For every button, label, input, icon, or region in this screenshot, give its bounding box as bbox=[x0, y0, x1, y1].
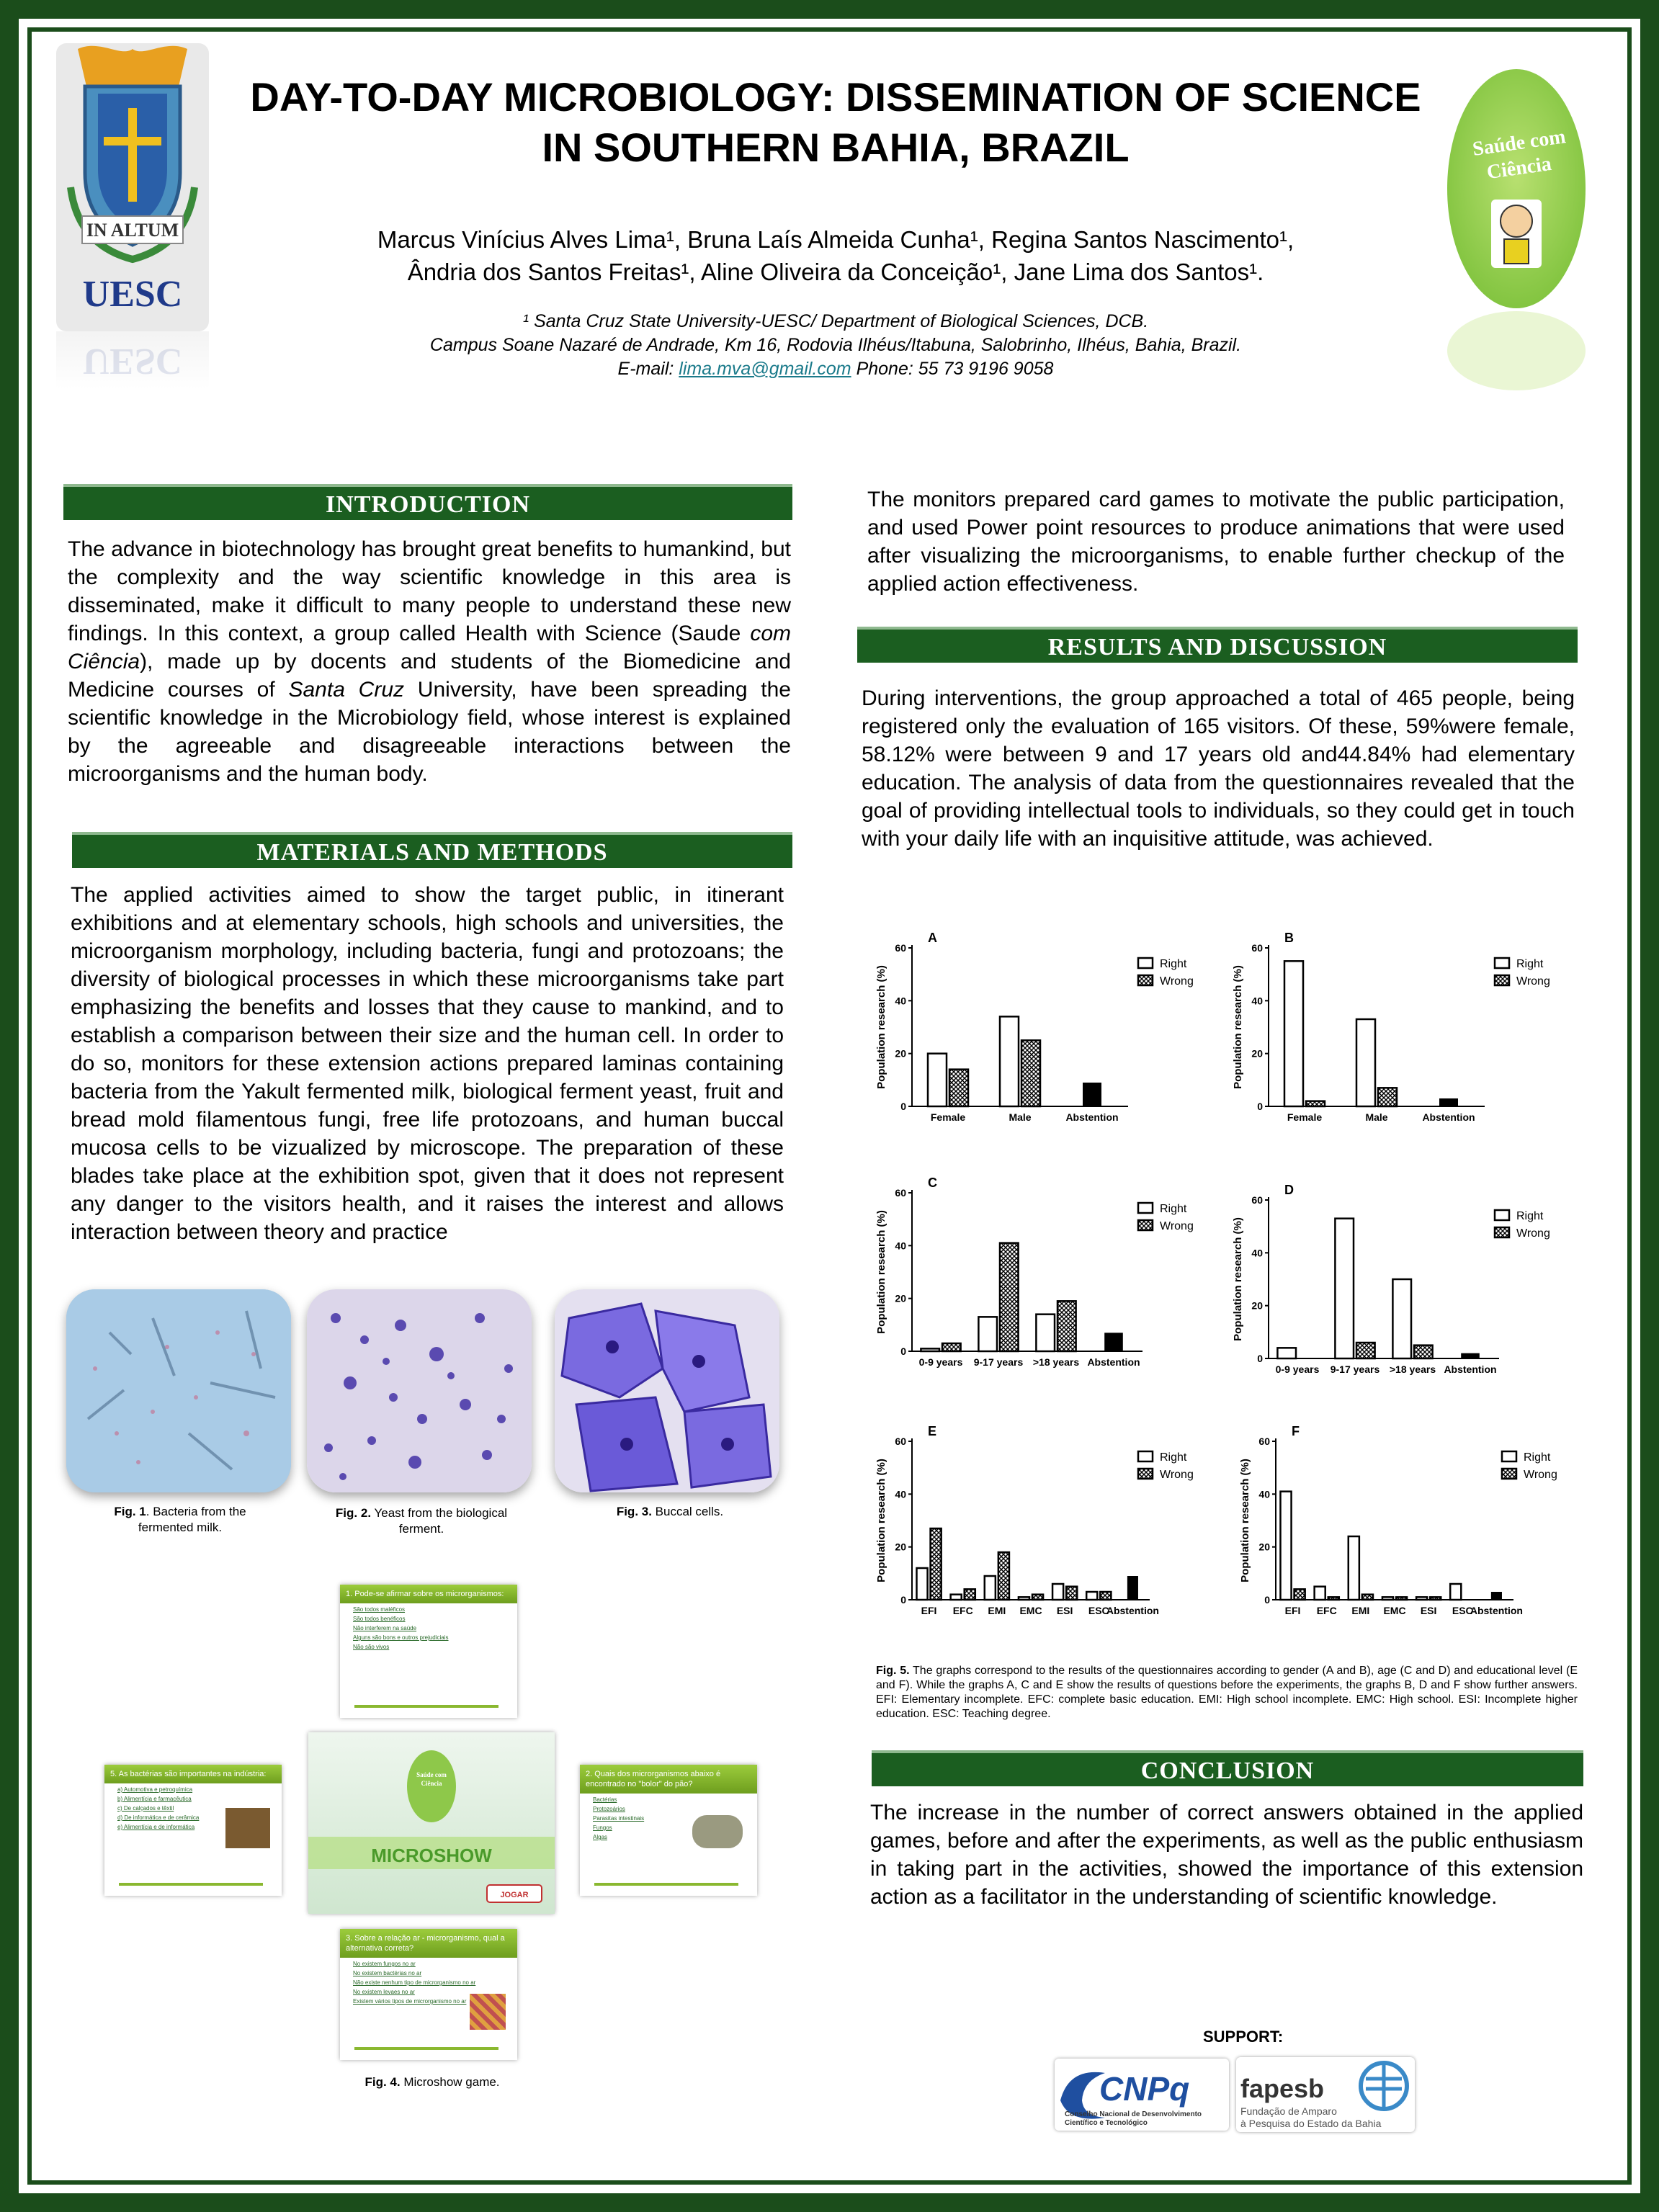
chart-bar-abstention bbox=[1439, 1098, 1458, 1106]
slide-2-title: 2. Quais dos microrganismos abaixo é encontrado no "bolor" do pão? bbox=[580, 1765, 757, 1794]
slide-question-5 bbox=[104, 1765, 282, 1896]
slide-5-option: d) De informática e de cerâmica bbox=[117, 1814, 200, 1821]
fapesb-sub2: à Pesquisa do Estado da Bahia bbox=[1240, 2118, 1382, 2129]
chart-bar-right bbox=[1416, 1597, 1427, 1600]
chart-bar-wrong bbox=[1328, 1597, 1339, 1600]
slide-3-option: No existem levaes no ar bbox=[353, 1989, 415, 1995]
chart-c bbox=[872, 1174, 1217, 1390]
chart-x-tick-label: >18 years bbox=[1389, 1364, 1436, 1375]
chart-bar-wrong bbox=[965, 1589, 975, 1600]
introduction-text bbox=[68, 535, 791, 788]
chart-bar-right bbox=[1349, 1536, 1359, 1600]
slide-1-title: 1. Pode-se afirmar sobre os microrganismos: bbox=[340, 1585, 517, 1603]
chart-svg bbox=[872, 1423, 1217, 1639]
chart-y-tick-label: 20 bbox=[1251, 1047, 1263, 1060]
bacteria-micrograph bbox=[66, 1289, 291, 1492]
chart-legend-label: Right bbox=[1524, 1451, 1551, 1464]
chart-bar-right bbox=[985, 1576, 996, 1600]
cnpq-logo bbox=[1055, 2059, 1229, 2131]
slide-1-option: Não interferem na saúde bbox=[353, 1625, 417, 1631]
uesc-logo bbox=[56, 43, 209, 389]
chart-svg bbox=[872, 929, 1217, 1145]
chart-y-tick-label: 0 bbox=[900, 1345, 906, 1357]
chart-legend-swatch bbox=[1138, 1451, 1153, 1461]
slide-5-title: 5. As bactérias são importantes na indústria: bbox=[104, 1765, 282, 1783]
slide-1-option: São todos benéficos bbox=[353, 1616, 406, 1622]
chart-x-tick-label: EMC bbox=[1019, 1605, 1042, 1616]
chart-y-axis-label: Population research (%) bbox=[875, 1459, 887, 1582]
chart-bar-wrong bbox=[1306, 1101, 1325, 1106]
chart-y-tick-label: 60 bbox=[895, 1187, 906, 1199]
chart-bar-wrong bbox=[1032, 1595, 1043, 1600]
conclusion-text: The increase in the number of correct answers obtained in the applied games, before and after the experiments, as well as the public enthusiasm in taking part in the activities, showed the importance of this extension action as a facilitator in the understanding of scientific knowledge. bbox=[870, 1801, 1583, 1909]
chart-legend-swatch bbox=[1495, 1210, 1509, 1220]
uesc-name: UESC bbox=[82, 274, 183, 315]
chart-legend-label: Right bbox=[1160, 1203, 1187, 1215]
slide-2-option: Bactérias bbox=[593, 1796, 617, 1803]
cnpq-sub1: Conselho Nacional de Desenvolvimento bbox=[1065, 2110, 1202, 2118]
chart-panel-letter: B bbox=[1284, 931, 1294, 945]
chart-bar-right bbox=[1280, 1492, 1291, 1600]
chart-bar-right bbox=[1277, 1348, 1296, 1358]
methods-continued-text: The monitors prepared card games to motivate the public participation, and used Power point resources to produce animations that were used after visualizing the microorganisms, to enable further checkup of the applied action effectiveness. bbox=[867, 488, 1565, 596]
fig4-caption: Fig. 4. Microshow game. bbox=[365, 2075, 500, 2089]
chart-bar-right bbox=[1356, 1019, 1375, 1106]
chart-x-tick-label: Male bbox=[1365, 1111, 1388, 1123]
slide-2-option: Protozoários bbox=[593, 1806, 625, 1812]
chart-x-tick-label: Abstention bbox=[1444, 1364, 1497, 1375]
introduction-heading: INTRODUCTION bbox=[63, 484, 792, 520]
chart-legend-label: Wrong bbox=[1160, 1469, 1194, 1481]
chart-y-tick-label: 0 bbox=[900, 1101, 906, 1112]
buccal-cells-micrograph bbox=[555, 1289, 779, 1492]
chart-bar-right bbox=[1019, 1597, 1029, 1600]
chart-bar-wrong bbox=[1000, 1243, 1019, 1351]
chart-x-tick-label: 0-9 years bbox=[918, 1356, 963, 1368]
fapesb-name: fapesb bbox=[1240, 2074, 1325, 2103]
slide-2-option: Algas bbox=[593, 1834, 608, 1840]
support-label: SUPPORT: bbox=[1203, 2028, 1284, 2046]
saude-logo-line1: Saúde com bbox=[1471, 125, 1568, 161]
chart-y-tick-label: 20 bbox=[895, 1541, 906, 1553]
chart-bar-wrong bbox=[1057, 1301, 1076, 1351]
chart-y-tick-label: 20 bbox=[895, 1292, 906, 1304]
chart-bar-wrong bbox=[1021, 1040, 1040, 1106]
chart-bar-right bbox=[1335, 1219, 1354, 1358]
chart-bar-wrong bbox=[1362, 1595, 1373, 1600]
chart-legend-label: Wrong bbox=[1160, 1220, 1194, 1232]
slide-3-option: Existem vários tipos de microrganismo no ar bbox=[353, 1998, 467, 2005]
chart-y-tick-label: 60 bbox=[895, 1436, 906, 1447]
phone: Phone: 55 73 9196 9058 bbox=[856, 359, 1054, 379]
title-line-1: DAY-TO-DAY MICROBIOLOGY: DISSEMINATION OF SCIENCE bbox=[250, 74, 1421, 120]
chart-bar-wrong bbox=[949, 1070, 968, 1106]
chart-bar-right bbox=[1284, 961, 1303, 1106]
affiliation-line-1: ¹ Santa Cruz State University-UESC/ Department of Biological Sciences, DCB. bbox=[522, 311, 1149, 331]
fig3-caption: Fig. 3. Buccal cells. bbox=[616, 1505, 724, 1518]
chart-x-tick-label: Female bbox=[930, 1111, 966, 1123]
chart-legend-swatch bbox=[1138, 1469, 1153, 1479]
chart-y-tick-label: 40 bbox=[895, 1240, 906, 1252]
chart-legend-label: Right bbox=[1160, 958, 1187, 970]
slide-question-3 bbox=[340, 1929, 517, 2060]
chart-bar-wrong bbox=[1356, 1343, 1375, 1358]
chart-x-tick-label: EFI bbox=[921, 1605, 937, 1616]
chart-bar-abstention bbox=[1104, 1333, 1123, 1351]
uesc-motto: IN ALTUM bbox=[86, 220, 179, 241]
fapesb-sub1: Fundação de Amparo bbox=[1240, 2105, 1337, 2117]
chart-x-tick-label: 9-17 years bbox=[1330, 1364, 1380, 1375]
microshow-play-button: JOGAR bbox=[500, 1891, 529, 1899]
chart-bar-wrong bbox=[1066, 1587, 1077, 1600]
conclusion-heading: CONCLUSION bbox=[872, 1750, 1583, 1786]
chart-legend-label: Right bbox=[1160, 1451, 1187, 1464]
chart-bar-right bbox=[1450, 1584, 1461, 1600]
chart-y-tick-label: 60 bbox=[895, 942, 906, 954]
chart-bar-wrong bbox=[1414, 1345, 1433, 1358]
chart-y-tick-label: 40 bbox=[895, 995, 906, 1007]
chart-legend-label: Wrong bbox=[1160, 975, 1194, 988]
chart-x-tick-label: ESI bbox=[1056, 1605, 1073, 1616]
slide-3-title: 3. Sobre a relação ar - microrganismo, qual a alternativa correta? bbox=[340, 1929, 517, 1958]
yeast-micrograph bbox=[307, 1289, 532, 1492]
intro-part-3: University, have been spreading the scientific knowledge in the Microbiology field, whose interest is explained by the agreeable and disagreeable interactions between the microorganisms and the human body. bbox=[68, 678, 791, 786]
chart-legend-label: Wrong bbox=[1516, 1227, 1550, 1240]
chart-bar-wrong bbox=[1396, 1597, 1407, 1600]
chart-bar-right bbox=[1052, 1584, 1063, 1600]
intro-part-1: The advance in biotechnology has brought great benefits to humankind, but the complexity and the way scientific knowledge in this area is disseminated, make it difficult to many people to understand these new findings. In this context, a group called Health with Science (Saude bbox=[68, 537, 791, 645]
slide-1-option: Não são vivos bbox=[353, 1644, 390, 1650]
chart-bar-right bbox=[1036, 1315, 1055, 1351]
chart-legend-swatch bbox=[1502, 1451, 1516, 1461]
fig5-caption: Fig. 5. The graphs correspond to the results of the questionnaires according to gender (A and B), age (C and D) and educational level (E and F). While the graphs A, C and E show the results of questions before the experiments, the graphs B, D and F show further answers. EFI: Elementary incomplete. EFC: complete basic education. EMI: High school incomplete. EMC: High school. ESI: Incomplete higher education. ESC: Teaching degree. bbox=[876, 1665, 1578, 1720]
chart-x-tick-label: ESC bbox=[1452, 1605, 1473, 1616]
chart-panel-letter: C bbox=[928, 1176, 937, 1190]
chart-bar-wrong bbox=[1378, 1088, 1397, 1106]
chart-bar-right bbox=[921, 1348, 939, 1351]
slide-question-1 bbox=[340, 1585, 517, 1718]
chart-panel-letter: D bbox=[1284, 1183, 1294, 1197]
chart-svg bbox=[872, 1174, 1217, 1390]
chart-legend-label: Right bbox=[1516, 1210, 1544, 1222]
chart-legend-swatch bbox=[1138, 1203, 1153, 1213]
chart-y-tick-label: 20 bbox=[895, 1047, 906, 1060]
chart-y-axis-label: Population research (%) bbox=[1232, 965, 1244, 1089]
chart-panel-letter: A bbox=[928, 931, 937, 945]
chart-bar-right bbox=[1315, 1587, 1325, 1600]
chart-bar-wrong bbox=[1430, 1597, 1441, 1600]
chart-y-tick-label: 60 bbox=[1251, 942, 1263, 954]
intro-part-2: ), made up by docents and students of the Biomedicine and Medicine courses of bbox=[68, 650, 791, 702]
chart-x-tick-label: EFC bbox=[1316, 1605, 1337, 1616]
chart-x-tick-label: Abstention bbox=[1106, 1605, 1159, 1616]
email-link[interactable]: lima.mva@gmail.com bbox=[679, 359, 851, 379]
results-heading: RESULTS AND DISCUSSION bbox=[857, 627, 1578, 663]
chart-y-axis-label: Population research (%) bbox=[875, 1210, 887, 1334]
microshow-title: MICROSHOW bbox=[371, 1845, 492, 1866]
chart-y-tick-label: 60 bbox=[1251, 1194, 1263, 1206]
chart-legend-label: Wrong bbox=[1524, 1469, 1557, 1481]
chart-bar-right bbox=[1382, 1597, 1393, 1600]
chart-y-axis-label: Population research (%) bbox=[1232, 1217, 1244, 1341]
chart-bar-right bbox=[928, 1054, 947, 1106]
chart-y-tick-label: 20 bbox=[1258, 1541, 1270, 1553]
chart-legend-swatch bbox=[1495, 958, 1509, 968]
chart-y-tick-label: 40 bbox=[895, 1488, 906, 1500]
chart-x-tick-label: 9-17 years bbox=[973, 1356, 1024, 1368]
chart-svg bbox=[1235, 1423, 1581, 1639]
chart-bar-right bbox=[1392, 1279, 1411, 1358]
chart-x-tick-label: >18 years bbox=[1032, 1356, 1080, 1368]
slide-5-option: a) Automotiva e petroquímica bbox=[117, 1786, 193, 1793]
chart-bar-right bbox=[978, 1317, 997, 1351]
email-label: E-mail: bbox=[617, 359, 674, 379]
slide-5-option: b) Alimentícia e farmacêutica bbox=[117, 1796, 192, 1802]
slide-question-2 bbox=[580, 1765, 757, 1896]
chart-bar-abstention bbox=[1461, 1353, 1480, 1358]
chart-x-tick-label: EFC bbox=[952, 1605, 973, 1616]
saude-logo-line2: Ciência bbox=[1485, 152, 1553, 184]
chart-x-tick-label: 0-9 years bbox=[1275, 1364, 1320, 1375]
chart-bar-right bbox=[1000, 1016, 1019, 1106]
chart-bar-abstention bbox=[1491, 1592, 1502, 1600]
chart-a bbox=[872, 929, 1217, 1145]
chart-x-tick-label: EFI bbox=[1284, 1605, 1301, 1616]
chart-x-tick-label: EMC bbox=[1383, 1605, 1406, 1616]
affiliation bbox=[238, 310, 1434, 381]
chart-x-tick-label: EMI bbox=[1351, 1605, 1370, 1616]
chart-bar-wrong bbox=[998, 1552, 1009, 1600]
chart-y-tick-label: 0 bbox=[1264, 1594, 1270, 1606]
fapesb-logo bbox=[1236, 2057, 1415, 2132]
chart-panel-letter: F bbox=[1292, 1424, 1300, 1438]
chart-f bbox=[1235, 1423, 1581, 1639]
microshow-logo-line2: Ciência bbox=[421, 1780, 442, 1787]
chart-svg bbox=[1228, 929, 1574, 1145]
chart-x-tick-label: Abstention bbox=[1422, 1111, 1475, 1123]
chart-y-tick-label: 0 bbox=[900, 1594, 906, 1606]
microshow-title-slide bbox=[308, 1732, 555, 1914]
chart-y-tick-label: 40 bbox=[1251, 995, 1263, 1007]
slide-1-option: Alguns são bons e outros prejudiciais bbox=[353, 1634, 449, 1641]
saude-com-ciencia-logo bbox=[1441, 66, 1592, 390]
chart-panel-letter: E bbox=[928, 1424, 937, 1438]
chart-y-axis-label: Population research (%) bbox=[875, 965, 887, 1089]
chart-y-tick-label: 40 bbox=[1258, 1488, 1270, 1500]
authors-line-1: Marcus Vinícius Alves Lima¹, Bruna Laís Almeida Cunha¹, Regina Santos Nascimento¹, bbox=[377, 226, 1294, 253]
slide-1-option: São todos maléficos bbox=[353, 1606, 406, 1613]
chart-b bbox=[1228, 929, 1574, 1145]
slide-3-option: No existem fungos no ar bbox=[353, 1961, 416, 1967]
chart-y-axis-label: Population research (%) bbox=[1239, 1459, 1251, 1582]
chart-x-tick-label: Abstention bbox=[1087, 1356, 1140, 1368]
microshow-logo-line1: Saúde com bbox=[416, 1771, 447, 1778]
affiliation-line-2: Campus Soane Nazaré de Andrade, Km 16, Rodovia Ilhéus/Itabuna, Salobrinho, Ilhéus, Bahia, Brazil. bbox=[429, 335, 1242, 355]
chart-x-tick-label: Abstention bbox=[1470, 1605, 1523, 1616]
slide-5-option: e) Alimentícia e de informática bbox=[117, 1824, 195, 1830]
chart-legend-label: Right bbox=[1516, 958, 1544, 970]
chart-legend-swatch bbox=[1138, 958, 1153, 968]
chart-x-tick-label: EMI bbox=[988, 1605, 1006, 1616]
chart-legend-swatch bbox=[1495, 1227, 1509, 1237]
chart-y-tick-label: 60 bbox=[1258, 1436, 1270, 1447]
chart-legend-swatch bbox=[1138, 975, 1153, 985]
chart-legend-swatch bbox=[1138, 1220, 1153, 1230]
chart-x-tick-label: Male bbox=[1009, 1111, 1032, 1123]
methods-heading: MATERIALS AND METHODS bbox=[72, 832, 792, 868]
chart-bar-right bbox=[951, 1595, 962, 1600]
slide-3-option: No existem bactérias no ar bbox=[353, 1970, 422, 1976]
slide-2-option: Fungos bbox=[593, 1824, 612, 1831]
chart-bar-right bbox=[916, 1568, 927, 1600]
chart-bar-right bbox=[1086, 1592, 1097, 1600]
chart-d bbox=[1228, 1181, 1574, 1397]
contact-line bbox=[238, 357, 1434, 381]
chart-bar-wrong bbox=[942, 1343, 961, 1351]
chart-bar-wrong bbox=[1294, 1589, 1305, 1600]
chart-y-tick-label: 20 bbox=[1251, 1299, 1263, 1312]
chart-legend-swatch bbox=[1495, 975, 1509, 985]
poster-title bbox=[209, 72, 1462, 173]
authors-line-2: Ândria dos Santos Freitas¹, Aline Oliveira da Conceição¹, Jane Lima dos Santos¹. bbox=[407, 259, 1264, 285]
chart-e bbox=[872, 1423, 1217, 1639]
title-line-2: IN SOUTHERN BAHIA, BRAZIL bbox=[542, 125, 1130, 170]
results-text: During interventions, the group approached a total of 465 people, being registered only the evaluation of 165 visitors. Of these, 59%were female, 58.12% were between 9 and 17 years old and44.84% had elementary education. The analysis of data from the questionnaires revealed that the goal of providing intellectual tools to individuals, so they could get in touch with your daily life with an inquisitive attitude, was achieved. bbox=[862, 686, 1575, 851]
chart-y-tick-label: 0 bbox=[1257, 1101, 1263, 1112]
methods-text: The applied activities aimed to show the target public, in itinerant exhibitions and at elementary schools, high schools and universities, the microorganism morphology, including bacteria, fungi and protozoans; the diversity of biological processes in which these microorganisms take part emphasizing the benefits and losses that they cause to mankind, and to establish a comparison between their size and the human cell. In order to do so, monitors for these extension actions prepared laminas containing bacteria from the Yakult fermented milk, biological ferment yeast, fruit and bread mold filamentous fungi, free life protozoans, and human buccal mucosa cells to be vizualized by microscope. The preparation of these blades take place at the exhibition spot, given that it does not represent any danger to the visitors health, and it raises the interest and allows interaction between theory and practice bbox=[71, 883, 784, 1244]
chart-y-tick-label: 40 bbox=[1251, 1247, 1263, 1259]
authors bbox=[238, 223, 1434, 288]
chart-bar-wrong bbox=[1100, 1592, 1111, 1600]
chart-bar-wrong bbox=[931, 1528, 942, 1600]
slide-5-option: c) De calçados e têxtil bbox=[117, 1805, 174, 1812]
chart-x-tick-label: Abstention bbox=[1065, 1111, 1119, 1123]
chart-legend-label: Wrong bbox=[1516, 975, 1550, 988]
cnpq-sub2: Científico e Tecnológico bbox=[1065, 2119, 1148, 2127]
slide-3-option: Não existe nenhum tipo de microrganismo no ar bbox=[353, 1979, 476, 1986]
chart-legend-swatch bbox=[1502, 1469, 1516, 1479]
chart-bar-abstention bbox=[1083, 1083, 1101, 1106]
chart-x-tick-label: ESC bbox=[1088, 1605, 1109, 1616]
chart-svg bbox=[1228, 1181, 1574, 1397]
cnpq-name: CNPq bbox=[1099, 2070, 1190, 2108]
intro-italic-2: Santa Cruz bbox=[288, 678, 405, 702]
chart-y-tick-label: 0 bbox=[1257, 1353, 1263, 1364]
intro-italic-1: com Ciência bbox=[68, 622, 791, 673]
chart-x-tick-label: Female bbox=[1287, 1111, 1323, 1123]
fig1-caption: Fig. 1. Bacteria from the fermented milk. bbox=[114, 1505, 246, 1534]
fig2-caption: Fig. 2. Yeast from the biological ferment. bbox=[335, 1506, 508, 1536]
slide-2-option: Parasitas intestinais bbox=[593, 1815, 645, 1822]
chart-bar-abstention bbox=[1127, 1576, 1138, 1600]
chart-x-tick-label: ESI bbox=[1420, 1605, 1437, 1616]
